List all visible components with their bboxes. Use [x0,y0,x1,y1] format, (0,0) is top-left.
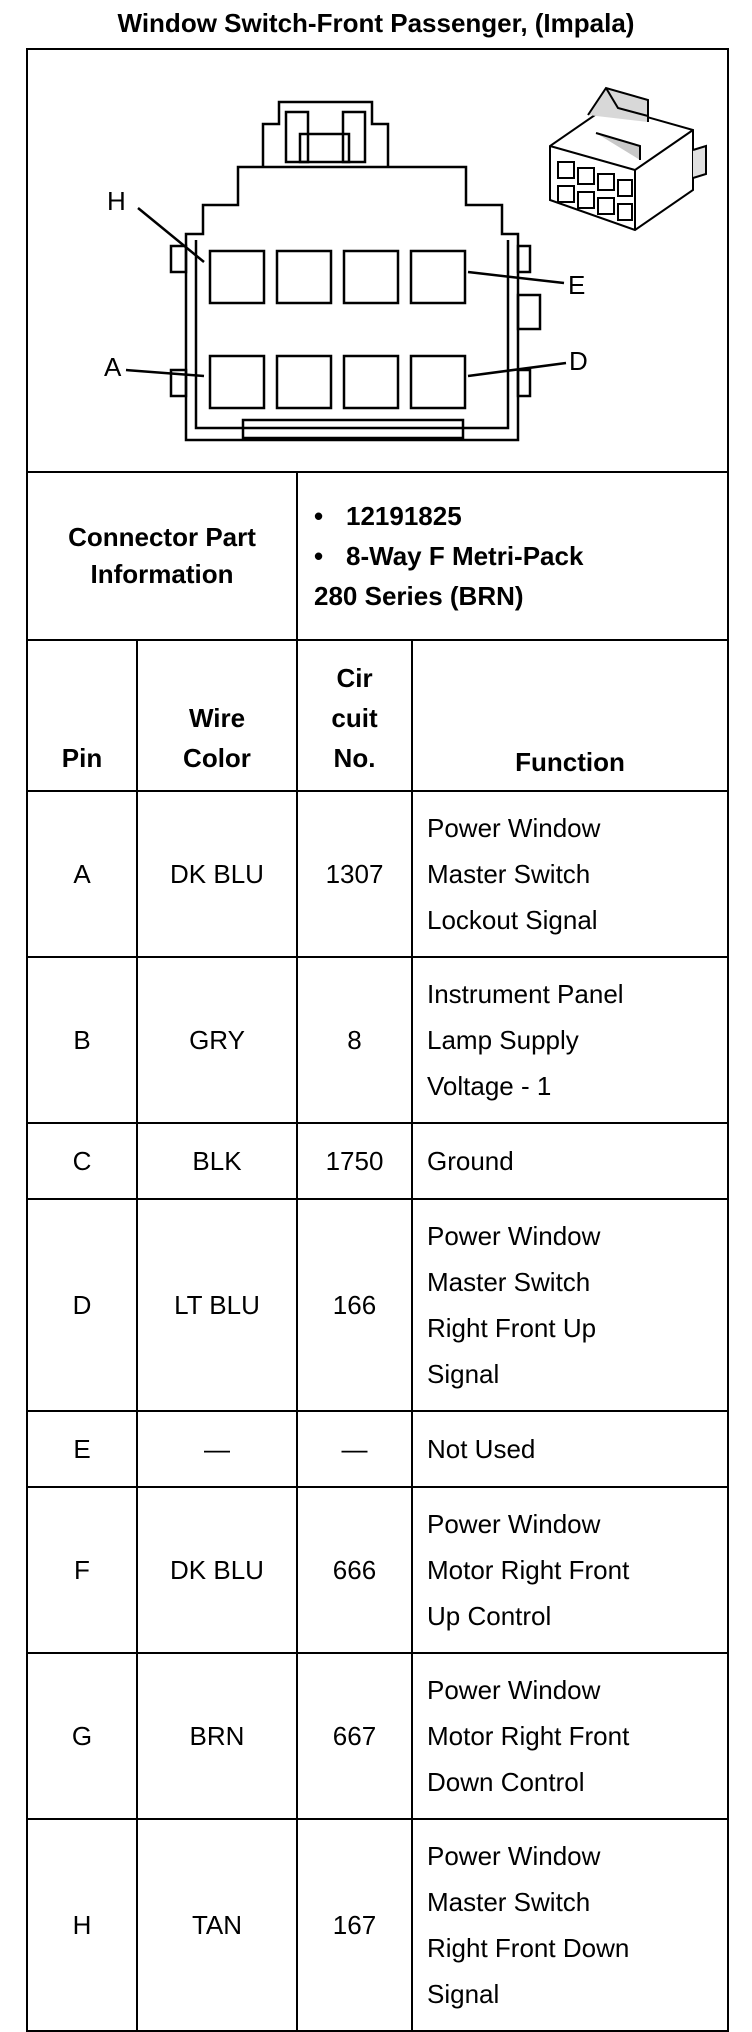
circuit-cell: — [297,1411,412,1487]
function-cell [412,1487,728,1653]
header-function: Function [412,640,728,791]
header-wire-line1: Wire [188,703,246,733]
circuit-cell: 666 [297,1487,412,1653]
header-circuit-line3: No. [333,743,376,773]
table-row [27,957,728,1123]
function-line: Master Switch [427,859,591,889]
leader-e [468,272,564,283]
connector-table [26,48,729,2032]
pin-cell: F [27,1487,137,1653]
cavity-h [210,251,264,303]
page-title: Window Switch-Front Passenger, (Impala) [117,8,635,38]
function-line: Not Used [427,1434,536,1464]
part-info-label-line1: Connector Part [68,522,256,552]
cavity-d [411,356,465,408]
wire-color-cell: BLK [137,1123,297,1199]
part-info-label [27,472,297,640]
circuit-cell: 1307 [297,791,412,957]
pin-cell: A [27,791,137,957]
header-circuit-no [297,640,412,791]
side-tab-right-lower [518,370,530,396]
wire-color-cell: — [137,1411,297,1487]
function-line: Lockout Signal [427,905,598,935]
function-cell [412,1819,728,2031]
connector-diagram [28,50,724,471]
function-cell [412,1199,728,1411]
header-circuit-line2: cuit [331,703,378,733]
function-line: Power Window [427,1841,601,1871]
table-row [27,1819,728,2031]
function-line: Right Front Down [427,1933,630,1963]
function-line: Motor Right Front [427,1555,630,1585]
function-line: Master Switch [427,1267,591,1297]
header-wire-line2: Color [183,743,251,773]
table-row [27,791,728,957]
table-row [27,1653,728,1819]
pin-cell: H [27,1819,137,2031]
cavity-e [411,251,465,303]
bullet-2: • [314,541,324,571]
part-number: 12191825 [346,501,462,531]
pin-cell: C [27,1123,137,1199]
label-d: D [569,346,588,376]
function-line: Ground [427,1146,514,1176]
circuit-cell: 167 [297,1819,412,2031]
bullet-1: • [314,501,324,531]
cavity-f [344,251,398,303]
function-line: Power Window [427,1675,601,1705]
function-line: Right Front Up [427,1313,597,1343]
wire-color-cell: DK BLU [137,1487,297,1653]
circuit-cell: 1750 [297,1123,412,1199]
function-line: Lamp Supply [427,1025,579,1055]
function-cell [412,1123,728,1199]
leader-a [126,370,204,376]
function-line: Motor Right Front [427,1721,630,1751]
function-cell [412,791,728,957]
latch-slot-left [286,112,308,162]
function-line: Master Switch [427,1887,591,1917]
wire-color-cell: LT BLU [137,1199,297,1411]
function-line: Power Window [427,1221,601,1251]
wire-color-cell: TAN [137,1819,297,2031]
table-row [27,1123,728,1199]
function-line: Up Control [427,1601,552,1631]
side-tab-left-upper [171,246,186,272]
function-line: Voltage - 1 [427,1071,552,1101]
function-line: Instrument Panel [427,979,624,1009]
connector-inner-wall [196,240,508,428]
circuit-cell: 166 [297,1199,412,1411]
circuit-cell: 8 [297,957,412,1123]
side-tab-right-upper [518,246,530,272]
connector-isometric-view [550,88,706,230]
function-line: Power Window [427,1509,601,1539]
function-line: Down Control [427,1767,585,1797]
function-line: Signal [427,1979,500,2009]
pin-cell: E [27,1411,137,1487]
pin-cell: B [27,957,137,1123]
part-desc-line1: 8-Way F Metri-Pack [346,541,584,571]
pin-cell: D [27,1199,137,1411]
wire-color-cell: GRY [137,957,297,1123]
wire-color-cell: BRN [137,1653,297,1819]
part-desc-line2: 280 Series (BRN) [314,581,524,611]
cavity-a [210,356,264,408]
function-line: Power Window [427,813,601,843]
part-info-label-line2: Information [90,559,234,589]
label-e: E [568,270,586,300]
cavity-b [277,356,331,408]
table-row [27,1199,728,1411]
circuit-cell: 667 [297,1653,412,1819]
header-pin: Pin [27,640,137,791]
table-row [27,1411,728,1487]
cavity-g [277,251,331,303]
function-line: Signal [427,1359,500,1389]
header-circuit-line1: Cir [336,663,373,693]
latch-slot-right [343,112,365,162]
function-cell [412,957,728,1123]
wire-color-cell: DK BLU [137,791,297,957]
connector-diagram-cell [27,49,728,472]
table-row [27,1487,728,1653]
cavity-c [344,356,398,408]
side-key-right [518,295,540,329]
pin-cell: G [27,1653,137,1819]
label-h: H [107,186,126,216]
part-info-value [297,472,728,640]
function-cell [412,1411,728,1487]
label-a: A [104,352,122,382]
function-cell [412,1653,728,1819]
header-wire-color [137,640,297,791]
